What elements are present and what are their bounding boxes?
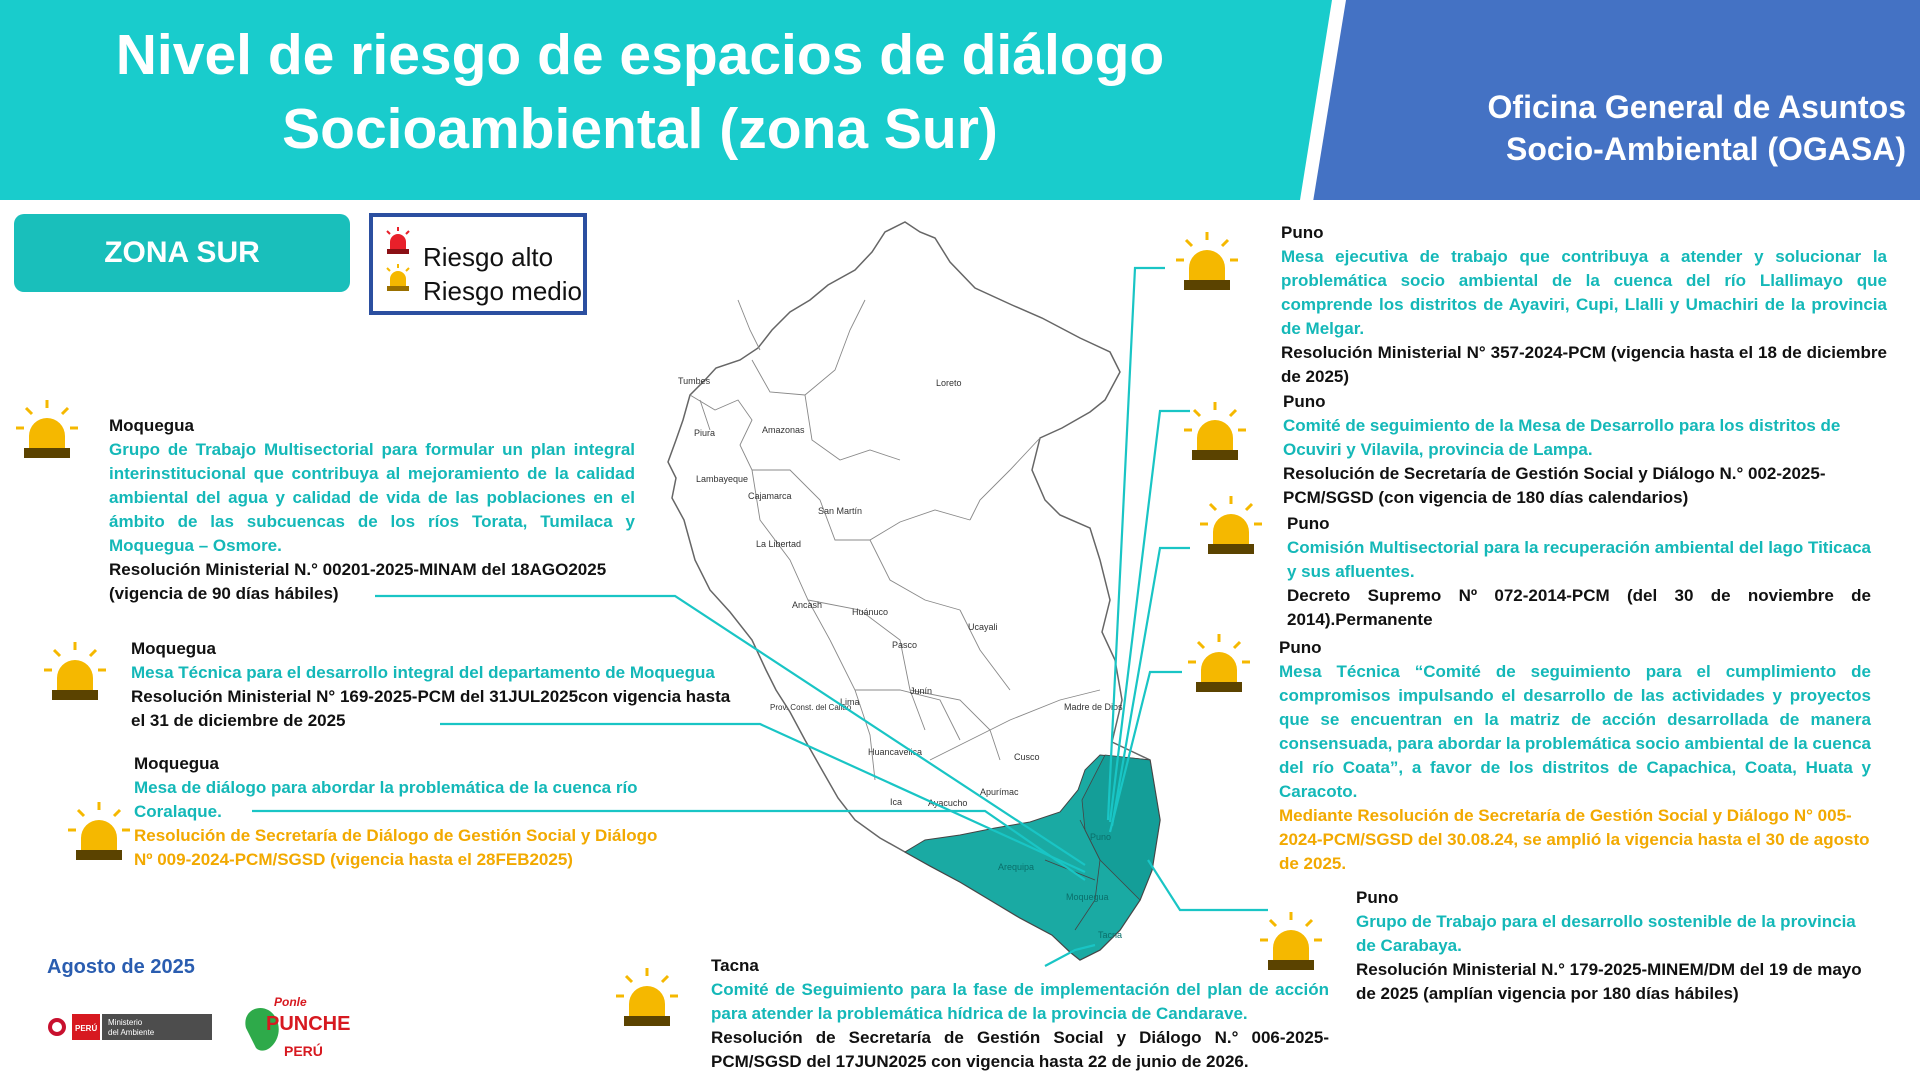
block-extension: Mediante Resolución de Secretaría de Gestión Social y Diálogo N° 005-2024-PCM/SGSD del 30.08.24, se amplió la vigencia hasta el 30 de agosto de 2025.	[1279, 806, 1870, 873]
block-description: Mesa Técnica para el desarrollo integral del departamento de Moquegua	[131, 663, 715, 682]
map-label-lambayeque: Lambayeque	[696, 474, 749, 484]
block-place: Puno	[1287, 514, 1330, 533]
medium-risk-alarm-icon	[1182, 400, 1248, 466]
block-resolution: Resolución Ministerial N° 357-2024-PCM (vigencia hasta el 18 de diciembre de 2025)	[1281, 343, 1887, 386]
legend-high-label: Riesgo alto	[423, 242, 554, 272]
title-line-1: Nivel de riesgo de espacios de diálogo	[115, 23, 1165, 87]
map-label-tumbes: Tumbes	[678, 376, 711, 386]
block-resolution: Resolución Ministerial N.° 179-2025-MINEM/DM del 19 de mayo de 2025 (amplían vigencia por 180 días hábiles)	[1356, 960, 1862, 1003]
ponle-punche-peru-logo	[236, 988, 356, 1068]
map-label-piura: Piura	[694, 428, 716, 438]
org-line-2: Socio-Ambiental (OGASA)	[1505, 131, 1906, 167]
peru-logo-text: PERÚ	[75, 1024, 98, 1033]
map-label-huanuco: Huánuco	[852, 607, 889, 617]
map-label-loreto: Loreto	[936, 378, 962, 388]
block-description: Comité de seguimiento de la Mesa de Desarrollo para los distritos de Ocuviri y Vilavila, provincia de Lampa.	[1283, 416, 1841, 459]
map-label-madre-de-dios: Madre de Dios	[1064, 702, 1123, 712]
dialogue-block-moquegua-1	[109, 414, 635, 606]
medium-risk-alarm-icon	[1174, 230, 1240, 296]
ministry-line-1: Ministerio	[108, 1018, 143, 1027]
block-resolution: Resolución Ministerial N° 169-2025-PCM del 31JUL2025con vigencia hasta el 31 de diciembre de 2025	[131, 687, 731, 730]
ministry-of-environment-logo	[46, 1012, 212, 1042]
block-resolution: Decreto Supremo Nº 072-2014-PCM (del 30 de noviembre de 2014).Permanente	[1287, 586, 1871, 629]
block-place: Puno	[1281, 223, 1324, 242]
block-description: Comité de Seguimiento para la fase de implementación del plan de acción para atender la problemática hídrica de la provincia de Candarave.	[711, 980, 1329, 1023]
dialogue-block-puno-1	[1281, 221, 1887, 389]
block-place: Moquegua	[131, 639, 216, 658]
map-label-callao: Prov. Const. del Callao	[770, 703, 852, 712]
map-label-huancavelica: Huancavelica	[868, 747, 923, 757]
map-label-la-libertad: La Libertad	[756, 539, 802, 549]
block-place: Moquegua	[134, 754, 219, 773]
report-date: Agosto de 2025	[47, 956, 195, 978]
map-label-pasco: Pasco	[892, 640, 918, 650]
block-extension: Resolución de Secretaría de Diálogo de Gestión Social y Diálogo Nº 009-2024-PCM/SGSD (vigencia hasta el 28FEB2025)	[134, 826, 658, 869]
dialogue-block-moquegua-3	[134, 752, 668, 872]
block-description: Grupo de Trabajo para el desarrollo sostenible de la provincia de Carabaya.	[1356, 912, 1856, 955]
block-description: Mesa Técnica “Comité de seguimiento para el cumplimiento de compromisos impulsando el desarrollo de las actividades y proyectos que se encuentran en la matriz de acción desarrollada de manera consensuada, para abordar la problemática socio ambiental de la cuenca del río Coata”, a favor de los distritos de Capachica, Coata, Huata y Caracoto.	[1279, 662, 1871, 801]
block-description: Mesa ejecutiva de trabajo que contribuya a atender y solucionar la problemática socio ambiental de la cuenca del río Llallimayo que comprende los distritos de Ayaviri, Cupi, Llalli y Umachiri de la provincia de Melgar.	[1281, 247, 1887, 338]
block-description: Mesa de diálogo para abordar la problemática de la cuenca río Coralaque.	[134, 778, 638, 821]
title-line-2: Socioambiental (zona Sur)	[282, 97, 998, 161]
map-label-apurimac: Apurímac	[980, 787, 1019, 797]
map-label-cusco: Cusco	[1014, 752, 1040, 762]
map-label-cajamarca: Cajamarca	[748, 491, 792, 501]
dialogue-block-tacna	[711, 954, 1329, 1074]
zone-label: ZONA SUR	[14, 214, 350, 292]
ministry-line-2: del Ambiente	[108, 1028, 155, 1037]
legend-medium-label: Riesgo medio	[423, 276, 582, 306]
block-place: Puno	[1356, 888, 1399, 907]
punche-line-3: PERÚ	[284, 1043, 323, 1059]
dialogue-block-puno-5	[1356, 886, 1862, 1006]
medium-risk-alarm-icon	[42, 640, 108, 706]
map-label-tacna: Tacna	[1098, 930, 1123, 940]
dialogue-block-moquegua-2	[131, 637, 747, 733]
block-resolution: Resolución de Secretaría de Gestión Social y Diálogo N.° 002-2025-PCM/SGSD (con vigencia de 180 días calendarios)	[1283, 464, 1826, 507]
block-place: Tacna	[711, 956, 759, 975]
map-label-ucayali: Ucayali	[968, 622, 998, 632]
block-resolution: Resolución Ministerial N.° 00201-2025-MINAM del 18AGO2025 (vigencia de 90 días hábiles)	[109, 560, 607, 603]
punche-line-2: PUNCHE	[266, 1013, 351, 1035]
org-line-1: Oficina General de Asuntos	[1487, 89, 1906, 125]
map-label-arequipa: Arequipa	[998, 862, 1035, 872]
block-resolution: Resolución de Secretaría de Gestión Social y Diálogo N.° 006-2025-PCM/SGSD del 17JUN2025 con vigencia hasta 22 de junio de 2026.	[711, 1028, 1329, 1071]
map-label-junin: Junín	[910, 686, 933, 696]
dialogue-block-puno-2	[1283, 390, 1869, 510]
dialogue-block-puno-3	[1287, 512, 1871, 632]
block-description: Comisión Multisectorial para la recuperación ambiental del lago Titicaca y sus afluentes.	[1287, 538, 1871, 581]
map-label-amazonas: Amazonas	[762, 425, 805, 435]
block-description: Grupo de Trabajo Multisectorial para formular un plan integral interinstitucional que contribuya al mejoramiento de la calidad ambiental del agua y calidad de vida de las poblaciones en el ámbito de las subcuencas de los ríos Torata, Tumilaca y Moquegua – Osmore.	[109, 440, 635, 555]
medium-risk-alarm-icon	[66, 800, 132, 866]
dialogue-block-puno-4	[1279, 636, 1871, 876]
block-place: Puno	[1279, 638, 1322, 657]
map-label-ayacucho: Ayacucho	[928, 798, 968, 808]
medium-risk-alarm-icon	[1198, 494, 1264, 560]
map-label-san-martin: San Martín	[818, 506, 863, 516]
map-label-moquegua: Moquegua	[1066, 892, 1109, 902]
map-label-lima: Lima	[840, 697, 860, 707]
punche-line-1: Ponle	[274, 995, 307, 1009]
medium-risk-alarm-icon	[614, 966, 680, 1032]
block-place: Moquegua	[109, 416, 194, 435]
medium-risk-alarm-icon	[1186, 632, 1252, 698]
map-label-puno: Puno	[1090, 832, 1112, 842]
block-place: Puno	[1283, 392, 1326, 411]
map-label-ica: Ica	[890, 797, 903, 807]
map-label-ancash: Ancash	[792, 600, 823, 610]
medium-risk-alarm-icon	[14, 398, 80, 464]
